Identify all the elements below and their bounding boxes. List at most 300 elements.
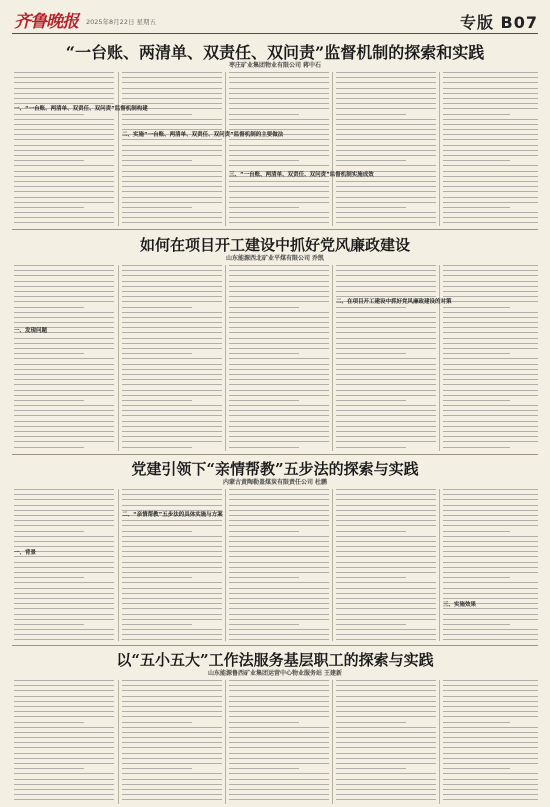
body-text-line bbox=[14, 447, 84, 448]
body-text-line bbox=[122, 93, 222, 94]
body-text-line bbox=[14, 603, 114, 604]
body-text-line bbox=[336, 145, 436, 146]
body-text-line bbox=[229, 145, 329, 146]
body-text-line bbox=[336, 447, 406, 448]
body-text-line bbox=[229, 421, 329, 422]
body-text-line bbox=[122, 619, 222, 620]
body-text-line bbox=[14, 525, 114, 526]
body-text-line bbox=[229, 582, 329, 583]
body-text-line bbox=[122, 525, 222, 526]
body-text-line bbox=[443, 364, 538, 365]
body-text-line bbox=[229, 291, 329, 292]
body-text-line bbox=[229, 541, 329, 542]
body-text-line bbox=[229, 155, 329, 156]
body-text-line bbox=[14, 296, 114, 297]
body-text-line bbox=[443, 291, 538, 292]
body-text-line bbox=[336, 494, 436, 495]
body-text-line bbox=[122, 489, 222, 490]
body-text-line bbox=[122, 72, 222, 73]
body-text-line bbox=[122, 338, 222, 339]
body-text-line bbox=[443, 727, 538, 728]
body-text-line bbox=[14, 711, 114, 712]
body-text-line bbox=[122, 531, 192, 532]
body-text-line bbox=[14, 685, 114, 686]
body-text-line bbox=[122, 732, 222, 733]
body-text-line bbox=[336, 436, 436, 437]
body-text-line bbox=[443, 624, 510, 625]
body-text-line bbox=[122, 327, 222, 328]
body-text-line bbox=[14, 165, 114, 166]
body-text-line bbox=[443, 374, 538, 375]
body-text-line bbox=[122, 799, 222, 800]
body-text-line bbox=[336, 685, 436, 686]
article-3-subhead: 二、“亲情帮教”五步法的具体实施与方案 bbox=[122, 512, 223, 518]
body-text-line bbox=[336, 690, 436, 691]
article-4-col-5 bbox=[443, 680, 538, 804]
body-text-line bbox=[229, 572, 329, 573]
body-text-line bbox=[443, 145, 538, 146]
body-text-line bbox=[443, 348, 538, 349]
body-text-line bbox=[443, 614, 538, 615]
article-3-byline: 内蒙古黄陶勒盖煤炭有限责任公司 杜鹏 bbox=[222, 479, 328, 486]
article-1-headline: “一台账、两清单、双责任、双问责”监督机制的探索和实践 bbox=[65, 43, 485, 62]
body-text-line bbox=[229, 88, 329, 89]
body-text-line bbox=[122, 753, 222, 754]
body-text-line bbox=[14, 727, 114, 728]
body-text-line bbox=[14, 593, 114, 594]
body-text-line bbox=[14, 139, 114, 140]
body-text-line bbox=[443, 758, 538, 759]
body-text-line bbox=[336, 441, 436, 442]
body-text-line bbox=[229, 690, 329, 691]
body-text-line bbox=[229, 217, 329, 218]
body-text-line bbox=[443, 629, 538, 630]
body-text-line bbox=[14, 716, 114, 717]
body-text-line bbox=[14, 768, 84, 769]
body-text-line bbox=[443, 441, 538, 442]
body-text-line bbox=[122, 275, 222, 276]
body-text-line bbox=[14, 639, 114, 640]
body-text-line bbox=[229, 317, 329, 318]
body-text-line bbox=[122, 150, 222, 151]
body-text-line bbox=[122, 145, 222, 146]
body-text-line bbox=[443, 181, 538, 182]
body-text-line bbox=[14, 577, 84, 578]
body-text-line bbox=[122, 716, 222, 717]
body-text-line bbox=[443, 447, 510, 448]
body-text-line bbox=[336, 737, 436, 738]
body-text-line bbox=[443, 307, 510, 308]
body-text-line bbox=[122, 582, 222, 583]
body-text-line bbox=[336, 353, 406, 354]
body-text-line bbox=[122, 155, 222, 156]
body-text-line bbox=[229, 556, 329, 557]
body-text-line bbox=[443, 155, 538, 156]
body-text-line bbox=[122, 773, 222, 774]
body-text-line bbox=[14, 499, 114, 500]
body-text-line bbox=[336, 181, 436, 182]
body-text-line bbox=[229, 93, 329, 94]
body-text-line bbox=[336, 186, 436, 187]
article-1-subhead: 三、“一台账、两清单、双责任、双问责”监督机制实施成效 bbox=[229, 172, 374, 178]
body-text-line bbox=[443, 165, 538, 166]
body-text-line bbox=[122, 353, 192, 354]
body-text-line bbox=[229, 222, 329, 223]
body-text-line bbox=[336, 773, 436, 774]
body-text-line bbox=[229, 212, 329, 213]
body-text-line bbox=[443, 489, 538, 490]
body-text-line bbox=[443, 773, 538, 774]
body-text-line bbox=[443, 706, 538, 707]
body-text-line bbox=[443, 312, 538, 313]
body-text-line bbox=[122, 794, 222, 795]
body-text-line bbox=[122, 685, 222, 686]
body-text-line bbox=[443, 551, 538, 552]
body-text-line bbox=[229, 379, 329, 380]
article-3-subhead: 三、实施效果 bbox=[443, 602, 477, 608]
body-text-line bbox=[336, 779, 436, 780]
body-text-line bbox=[443, 353, 510, 354]
article-2-col-2 bbox=[122, 265, 222, 451]
column-divider bbox=[439, 680, 440, 804]
body-text-line bbox=[229, 186, 329, 187]
article-1-byline: 枣庄矿业集团物业有限公司 蒋中石 bbox=[228, 62, 322, 69]
column-divider bbox=[225, 489, 226, 641]
body-text-line bbox=[122, 82, 222, 83]
body-text-line bbox=[122, 281, 222, 282]
body-text-line bbox=[14, 779, 114, 780]
body-text-line bbox=[122, 747, 222, 748]
body-text-line bbox=[14, 598, 114, 599]
body-text-line bbox=[443, 784, 538, 785]
body-text-line bbox=[336, 286, 436, 287]
body-text-line bbox=[443, 265, 538, 266]
body-text-line bbox=[14, 114, 84, 115]
body-text-line bbox=[14, 379, 114, 380]
body-text-line bbox=[229, 753, 329, 754]
body-text-line bbox=[122, 634, 222, 635]
body-text-line bbox=[336, 510, 436, 511]
body-text-line bbox=[229, 510, 329, 511]
body-text-line bbox=[14, 98, 114, 99]
article-2-subhead: 一、发现问题 bbox=[14, 328, 48, 334]
body-text-line bbox=[443, 608, 538, 609]
body-text-line bbox=[122, 608, 222, 609]
body-text-line bbox=[122, 441, 222, 442]
body-text-line bbox=[122, 624, 192, 625]
body-text-line bbox=[14, 567, 114, 568]
body-text-line bbox=[443, 400, 510, 401]
body-text-line bbox=[336, 114, 406, 115]
body-text-line bbox=[14, 77, 114, 78]
body-text-line bbox=[336, 374, 436, 375]
body-text-line bbox=[14, 410, 114, 411]
body-text-line bbox=[336, 364, 436, 365]
section-rule bbox=[12, 645, 538, 646]
article-4-col-3 bbox=[229, 680, 329, 804]
body-text-line bbox=[336, 758, 436, 759]
body-text-line bbox=[229, 286, 329, 287]
newspaper-logo: 齐鲁晚报 bbox=[14, 12, 78, 32]
body-text-line bbox=[14, 129, 114, 130]
body-text-line bbox=[14, 312, 114, 313]
body-text-line bbox=[336, 384, 436, 385]
body-text-line bbox=[443, 556, 538, 557]
body-text-line bbox=[122, 374, 222, 375]
body-text-line bbox=[229, 732, 329, 733]
body-text-line bbox=[443, 358, 538, 359]
section-rule bbox=[12, 454, 538, 455]
body-text-line bbox=[229, 727, 329, 728]
body-text-line bbox=[229, 436, 329, 437]
body-text-line bbox=[14, 784, 114, 785]
body-text-line bbox=[14, 608, 114, 609]
body-text-line bbox=[336, 415, 436, 416]
body-text-line bbox=[122, 390, 222, 391]
body-text-line bbox=[14, 696, 114, 697]
body-text-line bbox=[229, 108, 329, 109]
body-text-line bbox=[122, 614, 222, 615]
body-text-line bbox=[336, 431, 436, 432]
body-text-line bbox=[336, 150, 436, 151]
body-text-line bbox=[443, 763, 538, 764]
body-text-line bbox=[229, 114, 299, 115]
body-text-line bbox=[122, 400, 192, 401]
body-text-line bbox=[336, 520, 436, 521]
body-text-line bbox=[14, 212, 114, 213]
body-text-line bbox=[229, 546, 329, 547]
body-text-line bbox=[14, 742, 114, 743]
body-text-line bbox=[14, 690, 114, 691]
edition-label: 专版 B07 bbox=[459, 13, 538, 32]
body-text-line bbox=[229, 160, 299, 161]
body-text-line bbox=[443, 212, 538, 213]
body-text-line bbox=[336, 763, 436, 764]
article-2-byline: 山东能源西北矿业平煤有限公司 乔凯 bbox=[225, 255, 325, 262]
body-text-line bbox=[14, 202, 114, 203]
body-text-line bbox=[122, 536, 222, 537]
body-text-line bbox=[122, 384, 222, 385]
body-text-line bbox=[122, 265, 222, 266]
body-text-line bbox=[443, 93, 538, 94]
body-text-line bbox=[336, 531, 406, 532]
body-text-line bbox=[229, 395, 329, 396]
body-text-line bbox=[443, 150, 538, 151]
body-text-line bbox=[443, 186, 538, 187]
body-text-line bbox=[14, 317, 114, 318]
body-text-line bbox=[229, 742, 329, 743]
body-text-line bbox=[443, 119, 538, 120]
article-1-subhead: 一、“一台账、两清单、双责任、双问责”监督机制构建 bbox=[14, 106, 148, 112]
body-text-line bbox=[443, 722, 510, 723]
body-text-line bbox=[443, 546, 538, 547]
body-text-line bbox=[229, 197, 329, 198]
body-text-line bbox=[336, 124, 436, 125]
body-text-line bbox=[229, 150, 329, 151]
body-text-line bbox=[14, 737, 114, 738]
body-text-line bbox=[443, 384, 538, 385]
body-text-line bbox=[14, 191, 114, 192]
body-text-line bbox=[14, 701, 114, 702]
body-text-line bbox=[443, 515, 538, 516]
body-text-line bbox=[336, 680, 436, 681]
column-divider bbox=[118, 489, 119, 641]
body-text-line bbox=[443, 405, 538, 406]
body-text-line bbox=[336, 711, 436, 712]
column-divider bbox=[439, 265, 440, 451]
body-text-line bbox=[336, 603, 436, 604]
body-text-line bbox=[122, 165, 222, 166]
body-text-line bbox=[229, 789, 329, 790]
body-text-line bbox=[122, 114, 192, 115]
body-text-line bbox=[229, 499, 329, 500]
body-text-line bbox=[229, 567, 329, 568]
body-text-line bbox=[443, 160, 510, 161]
body-text-line bbox=[122, 410, 222, 411]
body-text-line bbox=[122, 562, 222, 563]
body-text-line bbox=[229, 301, 329, 302]
body-text-line bbox=[229, 619, 329, 620]
body-text-line bbox=[229, 400, 299, 401]
body-text-line bbox=[443, 197, 538, 198]
article-2-headline: 如何在项目开工建设中抓好党风廉政建设 bbox=[139, 236, 410, 254]
body-text-line bbox=[443, 139, 538, 140]
body-text-line bbox=[122, 186, 222, 187]
body-text-line bbox=[443, 317, 538, 318]
body-text-line bbox=[443, 701, 538, 702]
body-text-line bbox=[122, 431, 222, 432]
article-2-col-1 bbox=[14, 265, 114, 451]
body-text-line bbox=[336, 732, 436, 733]
article-3-col-5 bbox=[443, 489, 538, 641]
body-text-line bbox=[336, 265, 436, 266]
body-text-line bbox=[443, 789, 538, 790]
article-2-col-3 bbox=[229, 265, 329, 451]
body-text-line bbox=[443, 567, 538, 568]
body-text-line bbox=[336, 390, 436, 391]
body-text-line bbox=[122, 567, 222, 568]
body-text-line bbox=[14, 181, 114, 182]
body-text-line bbox=[14, 431, 114, 432]
body-text-line bbox=[229, 505, 329, 506]
body-text-line bbox=[122, 139, 222, 140]
body-text-line bbox=[336, 747, 436, 748]
body-text-line bbox=[229, 332, 329, 333]
body-text-line bbox=[443, 171, 538, 172]
body-text-line bbox=[336, 108, 436, 109]
body-text-line bbox=[336, 197, 436, 198]
body-text-line bbox=[14, 489, 114, 490]
body-text-line bbox=[229, 369, 329, 370]
body-text-line bbox=[229, 680, 329, 681]
body-text-line bbox=[336, 134, 436, 135]
body-text-line bbox=[336, 160, 406, 161]
body-text-line bbox=[122, 593, 222, 594]
body-text-line bbox=[336, 270, 436, 271]
body-text-line bbox=[122, 758, 222, 759]
article-4-col-2 bbox=[122, 680, 222, 804]
body-text-line bbox=[229, 191, 329, 192]
body-text-line bbox=[229, 415, 329, 416]
body-text-line bbox=[14, 171, 114, 172]
body-text-line bbox=[14, 176, 114, 177]
body-text-line bbox=[14, 301, 114, 302]
body-text-line bbox=[443, 98, 538, 99]
body-text-line bbox=[122, 789, 222, 790]
body-text-line bbox=[443, 779, 538, 780]
body-text-line bbox=[336, 119, 436, 120]
body-text-line bbox=[336, 608, 436, 609]
body-text-line bbox=[229, 410, 329, 411]
column-divider bbox=[332, 265, 333, 451]
body-text-line bbox=[336, 82, 436, 83]
column-divider bbox=[439, 489, 440, 641]
body-text-line bbox=[122, 639, 222, 640]
body-text-line bbox=[14, 421, 114, 422]
body-text-line bbox=[336, 784, 436, 785]
body-text-line bbox=[122, 603, 222, 604]
body-text-line bbox=[229, 98, 329, 99]
body-text-line bbox=[229, 181, 329, 182]
body-text-line bbox=[229, 489, 329, 490]
body-text-line bbox=[229, 441, 329, 442]
body-text-line bbox=[122, 426, 222, 427]
body-text-line bbox=[336, 556, 436, 557]
body-text-line bbox=[443, 531, 510, 532]
body-text-line bbox=[14, 405, 114, 406]
body-text-line bbox=[122, 317, 222, 318]
body-text-line bbox=[229, 758, 329, 759]
body-text-line bbox=[122, 369, 222, 370]
body-text-line bbox=[122, 722, 192, 723]
body-text-line bbox=[122, 546, 222, 547]
body-text-line bbox=[336, 634, 436, 635]
body-text-line bbox=[122, 551, 222, 552]
body-text-line bbox=[336, 212, 436, 213]
body-text-line bbox=[336, 701, 436, 702]
body-text-line bbox=[122, 301, 222, 302]
body-text-line bbox=[336, 722, 406, 723]
body-text-line bbox=[122, 505, 222, 506]
article-2-col-5 bbox=[443, 265, 538, 451]
body-text-line bbox=[122, 436, 222, 437]
body-text-line bbox=[122, 191, 222, 192]
body-text-line bbox=[336, 567, 436, 568]
body-text-line bbox=[14, 307, 84, 308]
body-text-line bbox=[229, 343, 329, 344]
body-text-line bbox=[122, 737, 222, 738]
body-text-line bbox=[336, 742, 436, 743]
body-text-line bbox=[14, 82, 114, 83]
body-text-line bbox=[122, 181, 222, 182]
article-4-headline: 以“五小五大”工作法服务基层职工的探索与实践 bbox=[116, 651, 434, 669]
body-text-line bbox=[336, 639, 436, 640]
body-text-line bbox=[14, 145, 114, 146]
body-text-line bbox=[443, 742, 538, 743]
body-text-line bbox=[122, 405, 222, 406]
body-text-line bbox=[14, 426, 114, 427]
body-text-line bbox=[229, 773, 329, 774]
body-text-line bbox=[229, 701, 329, 702]
body-text-line bbox=[229, 265, 329, 266]
body-text-line bbox=[336, 541, 436, 542]
body-text-line bbox=[122, 577, 192, 578]
body-text-line bbox=[122, 119, 222, 120]
body-text-line bbox=[229, 494, 329, 495]
body-text-line bbox=[14, 799, 114, 800]
body-text-line bbox=[229, 338, 329, 339]
body-text-line bbox=[229, 536, 329, 537]
